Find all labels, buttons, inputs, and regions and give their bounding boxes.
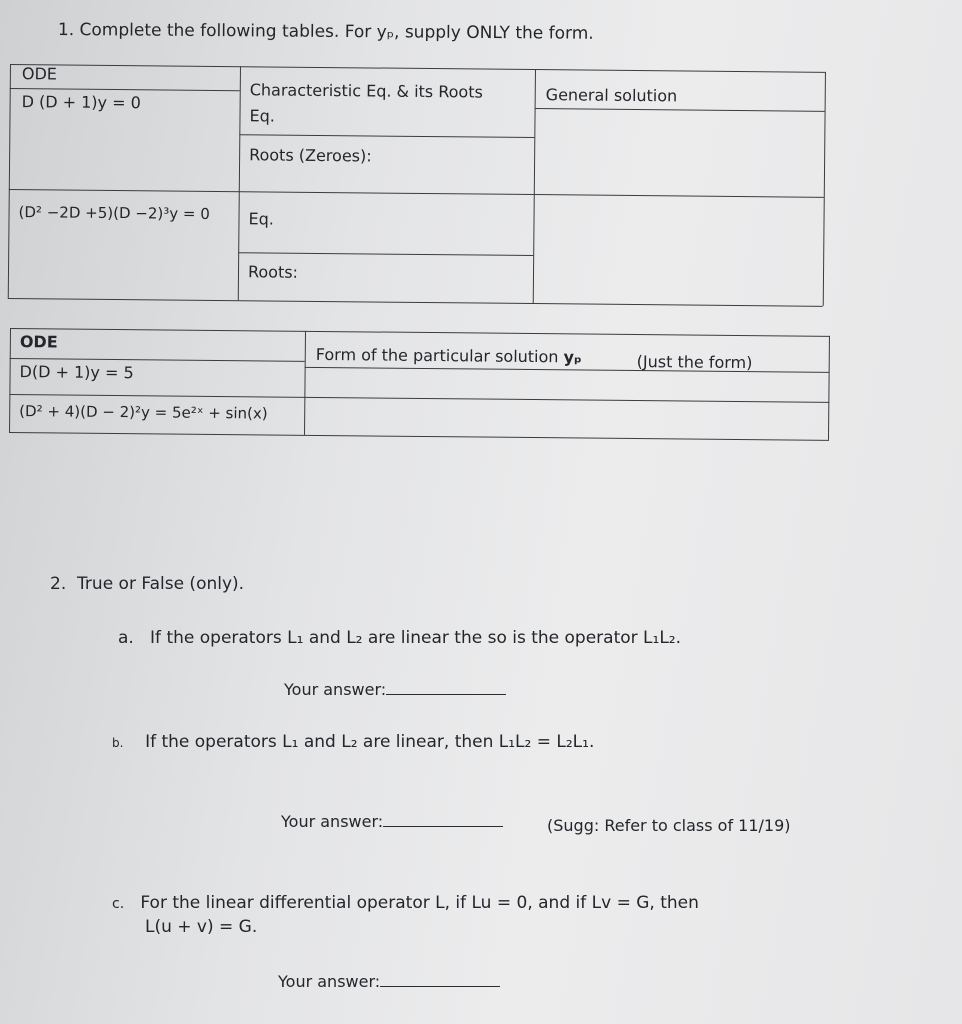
question-2-heading	[50, 574, 244, 594]
item-c-text-line-2: L(u + v) = G.	[145, 917, 258, 937]
item-b	[112, 732, 594, 752]
table-1-row-1-eq-label: Eq.	[249, 106, 275, 126]
question-2-text: True or False (only).	[77, 574, 245, 594]
table-1-header-characteristic: Characteristic Eq. & its Roots	[249, 80, 483, 102]
item-b-answer-blank[interactable]	[383, 826, 503, 827]
item-a-answer	[284, 680, 506, 699]
table-2-header-note: (Just the form)	[636, 352, 753, 373]
table-2-row-1-ode: D(D + 1)y = 5	[19, 362, 134, 383]
item-c-answer	[278, 972, 500, 991]
item-a	[118, 628, 681, 648]
item-a-answer-blank[interactable]	[386, 694, 506, 695]
question-2-number: 2.	[50, 574, 67, 594]
table-2-row-2-ode: (D² + 4)(D − 2)²y = 5e²ˣ + sin(x)	[19, 402, 268, 423]
item-b-text: If the operators L₁ and L₂ are linear, then L₁L₂ = L₂L₁.	[145, 732, 595, 752]
table-2-header-ode: ODE	[19, 332, 58, 352]
table-1-row-2-ode: (D² −2D +5)(D −2)³y = 0	[18, 203, 210, 223]
item-b-label: b.	[112, 736, 124, 750]
item-c-label: c.	[112, 896, 125, 912]
table-1-row-2-eq-label: Eq.	[248, 209, 274, 229]
item-a-answer-label: Your answer:	[284, 680, 387, 699]
table-1-header-ode: ODE	[21, 64, 58, 84]
item-c	[112, 893, 699, 913]
table-1-row-1-roots-label: Roots (Zeroes):	[249, 145, 372, 166]
table-1-row-2-roots-label: Roots:	[247, 262, 299, 282]
item-c-answer-blank[interactable]	[380, 986, 500, 987]
table-2-header-yp: yₚ	[563, 347, 582, 367]
item-a-text: If the operators L₁ and L₂ are linear the so is the operator L₁L₂.	[150, 628, 682, 648]
table-2-header-form-text: Form of the particular solution	[315, 344, 559, 367]
table-1-header-general-solution: General solution	[545, 85, 678, 106]
item-b-answer-label: Your answer:	[281, 812, 384, 831]
item-b-suggestion: (Sugg: Refer to class of 11/19)	[547, 816, 791, 835]
item-b-answer	[281, 812, 503, 831]
table-1-row-1-ode: D (D + 1)y = 0	[21, 92, 141, 113]
question-1-number: 1.	[57, 20, 75, 41]
item-c-text-line-1: For the linear differential operator L, if Lu = 0, and if Lv = G, then	[140, 893, 699, 913]
question-1-text: Complete the following tables. For yₚ, supply ONLY the form.	[79, 20, 594, 44]
item-a-label: a.	[118, 628, 134, 648]
item-c-answer-label: Your answer:	[278, 972, 381, 991]
table-2-header-form	[316, 345, 582, 367]
table-2	[0, 0, 962, 479]
